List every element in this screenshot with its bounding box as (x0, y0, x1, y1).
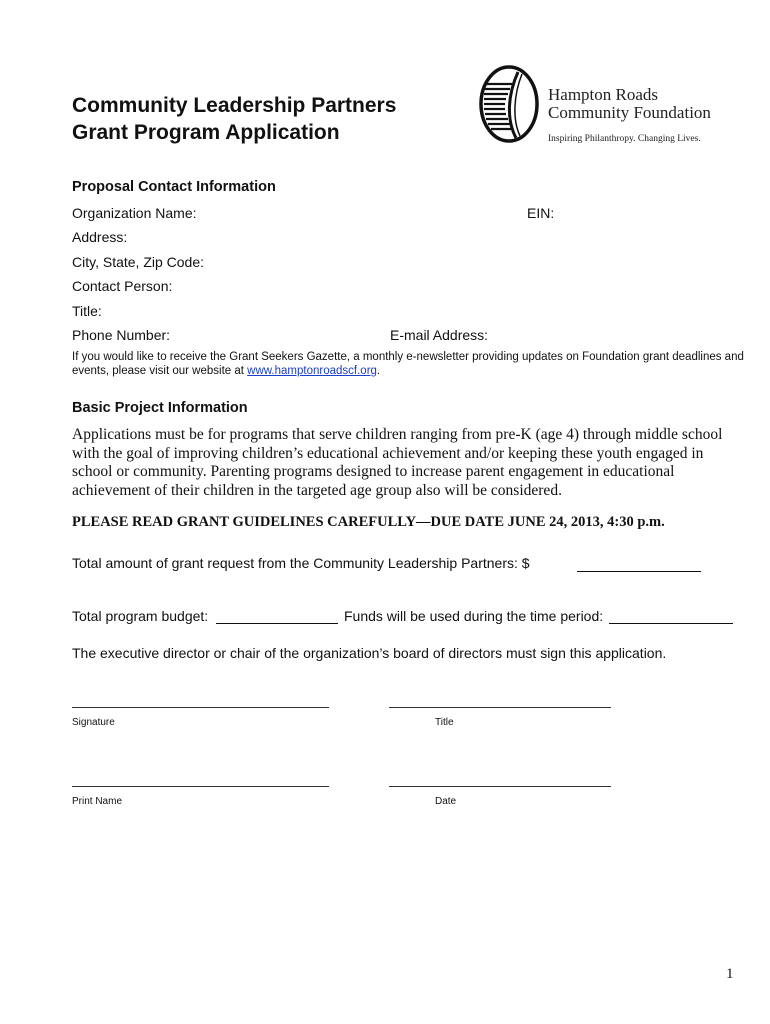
organization-name-field[interactable]: Organization Name: (72, 205, 197, 221)
city-state-zip-field[interactable]: City, State, Zip Code: (72, 254, 205, 270)
signature-line[interactable] (72, 707, 329, 708)
title-line[interactable] (389, 707, 611, 708)
eligibility-paragraph: Applications must be for programs that serve children ranging from pre-K (age 4) through middle school with the goal of improving children’s educational achievement and/or keeping these youth engaged in school or community. Parenting programs designed to increase parent engagement in educational achievement of their children in the targeted age group also will be considered. (72, 426, 723, 499)
email-address-field[interactable]: E-mail Address: (390, 327, 489, 343)
signature-instruction: The executive director or chair of the organization’s board of directors must sign this application. (72, 645, 667, 661)
foundation-logo (478, 64, 728, 146)
foundation-tagline: Inspiring Philanthropy. Changing Lives. (548, 134, 701, 144)
project-heading: Basic Project Information (72, 400, 248, 416)
newsletter-note (72, 350, 752, 378)
foundation-logo-icon (478, 64, 540, 144)
contact-person-field[interactable]: Contact Person: (72, 278, 173, 294)
foundation-name (548, 86, 711, 122)
date-line[interactable] (389, 786, 611, 787)
newsletter-note-end: . (376, 365, 381, 377)
program-budget-label: Total program budget: (72, 608, 209, 624)
website-link[interactable]: www.hamptonroadscf.org (247, 365, 377, 377)
grant-request-blank[interactable] (577, 571, 701, 572)
foundation-name-line-2: Community Foundation (548, 103, 711, 122)
title-line-2: Grant Program Application (72, 121, 340, 144)
grant-request-label: Total amount of grant request from the Community Leadership Partners: $ (72, 555, 530, 571)
time-period-label: Funds will be used during the time period: (344, 608, 604, 624)
phone-number-field[interactable]: Phone Number: (72, 327, 171, 343)
foundation-name-line-1: Hampton Roads (548, 85, 659, 104)
program-budget-blank[interactable] (216, 623, 338, 624)
contact-heading: Proposal Contact Information (72, 179, 276, 195)
title-label: Title (435, 717, 454, 728)
page-number: 1 (726, 966, 734, 982)
title-field[interactable]: Title: (72, 303, 102, 319)
page-title (72, 92, 396, 146)
title-line-1: Community Leadership Partners (72, 94, 397, 117)
deadline-notice: PLEASE READ GRANT GUIDELINES CAREFULLY—DUE DATE JUNE 24, 2013, 4:30 p.m. (72, 514, 665, 530)
address-field[interactable]: Address: (72, 229, 128, 245)
newsletter-note-text: If you would like to receive the Grant Seekers Gazette, a monthly e-newsletter providing updates on Foundation grant deadlines and events, please visit our website at (72, 351, 744, 377)
date-label: Date (435, 796, 457, 807)
ein-field[interactable]: EIN: (527, 205, 555, 221)
print-name-line[interactable] (72, 786, 329, 787)
print-name-label: Print Name (72, 796, 123, 807)
time-period-blank[interactable] (609, 623, 733, 624)
signature-label: Signature (72, 717, 115, 728)
